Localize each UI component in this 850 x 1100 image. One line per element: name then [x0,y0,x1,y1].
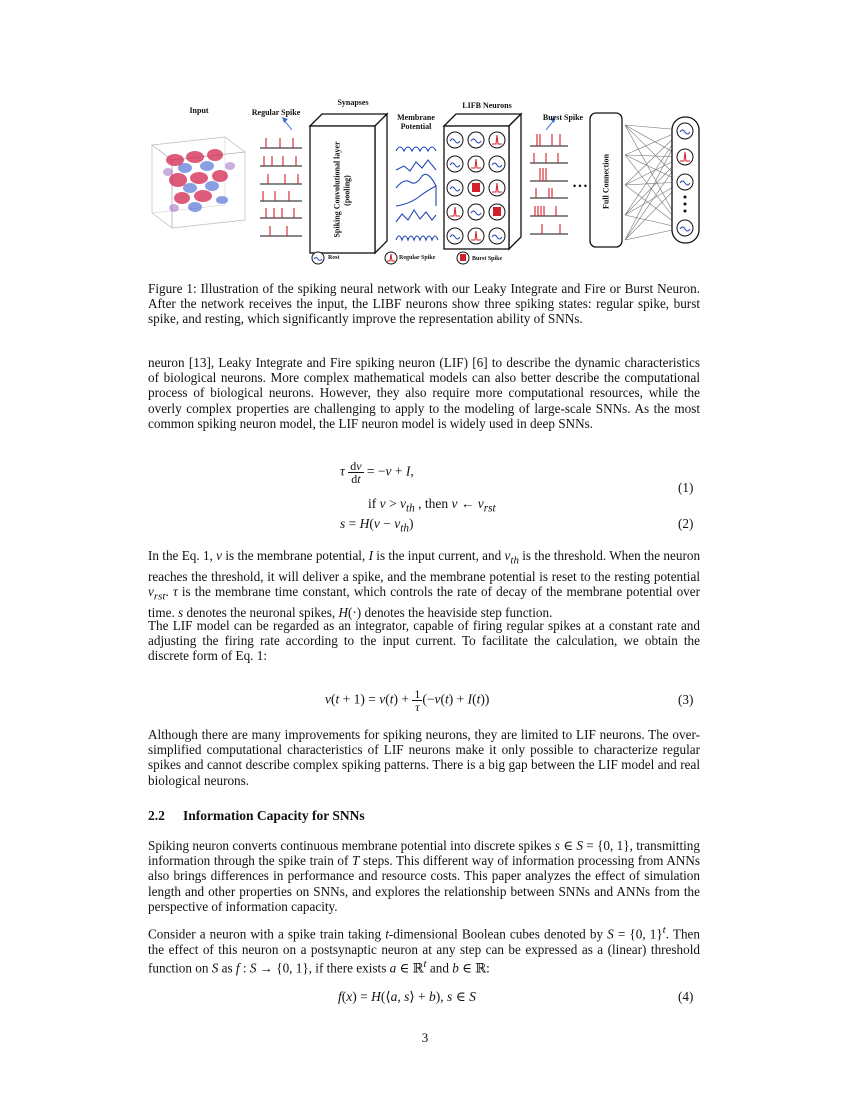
rest-neuron [677,174,693,190]
equation-3: v(t + 1) = v(t) + $\frac{1}{\tau}$ (−v(t) + I(t)) [325,687,490,714]
fraction: $\frac{1}{\tau}$ [414,687,421,714]
regular-spike-label: Regular Spike [251,108,301,117]
text-span: Then the effect of this neuron on a postsynaptic neuron at any step can be expressed as a (linear) threshold function on [148,926,701,976]
spike-train-row [530,134,568,146]
membrane-wave [396,236,438,240]
full-connection-label: Full Connection [601,154,611,209]
input-cube [152,137,245,228]
spike-train-row [530,224,568,234]
membrane-waves [396,147,438,240]
equation-3-number: (3) [678,692,694,707]
figure-1 [0,0,850,275]
figure-drawing [0,0,850,275]
regular-neuron [489,132,505,148]
regular-neuron [677,149,693,165]
burst-spike-trains [530,117,568,234]
membrane-potential-label: Membrane Potential [397,113,435,131]
regular-neuron [468,156,484,172]
spike-train-row [530,206,568,216]
rest-neuron [489,228,505,244]
regular-legend-icon [385,252,397,264]
horizontal-ellipsis: • • • [573,181,587,191]
legend-regular-label: Regular Spike [399,255,436,261]
condition-then: , then [418,496,449,511]
arrow-up-icon [282,117,292,130]
text-span: is the threshold. When the neuron reaches the threshold, it will deliver a spike, and the membrane potential is reset to the resting potential [148,548,701,584]
vertical-ellipsis [684,196,687,213]
lifb-neurons-label: LIFB Neurons [462,101,512,110]
spike-train-row [260,156,302,166]
legend-burst-label: Burst Spike [472,256,503,262]
equation-2-number: (2) [678,516,694,531]
spike-train-row [260,174,302,184]
text-span: transmitting information through the spike train of [148,838,700,869]
regular-spike-trains [260,117,302,236]
input-label: Input [189,106,209,115]
rest-neuron [447,132,463,148]
paragraph-limitations: Although there are many improvements for spiking neurons, they are limited to LIF neurons. The over-simplified computational characteristics of LIF neurons make it only possible to characterize regular spikes and cannot describe complex spiking patterns. There is a big gap between the LIF model and real biological neurons. [148,727,700,788]
rest-neuron [489,156,505,172]
text-span: denotes the heaviside step function. [364,604,553,620]
text-span: steps. This different way of information processing from ANNs also brings differences in performance and resource costs. This paper analyzes the effect of simulation length and other properties on SNNs, and explores the relationship between SNNs and ANNs from the perspective of information capacity. [148,853,701,914]
spike-train-row [530,153,568,163]
rest-neuron [468,204,484,220]
fraction: $\frac{dv}{dt}$ [350,459,362,486]
paragraph-boolean-cubes: Consider a neuron with a spike train taking t-dimensional Boolean cubes denoted by S = {0, 1}$^t$. Then the effect of this neuron on a postsynaptic neuron at any step can be expressed as a (linear) threshold function on S as f : S → {0, 1}, if there exists a ∈ ℝ$^t$ and b ∈ ℝ: [148,924,701,976]
synapses-label: Synapses [337,98,369,107]
text-span: is the membrane time constant, which controls the rate of decay of the membrane potential over time. [148,584,701,620]
rest-neuron [447,180,463,196]
text-span: is the input current, and [376,548,502,563]
rest-neuron [677,220,693,236]
text-span: and [429,960,449,976]
legend-rest-label: Rest [328,255,340,261]
section-heading [148,808,365,824]
spike-train-row [260,138,302,148]
paragraph-integrator: The LIF model can be regarded as an integrator, capable of firing regular spikes at a constant rate and adjusting the firing rate according to the input current. To facilitate the calculation, we obtain the discrete form of Eq. 1: [148,618,700,664]
paragraph-lif-intro: neuron [13], Leaky Integrate and Fire spiking neuron (LIF) [6] to describe the dynamic characteristics of biological neurons. More complex mathematical models can also better describe the computational process of biological neurons. However, they also require more computational resources, while the overly complex properties are challenging to apply to the modeling of large-scale SNNs. As the most common spiking neuron model, the LIF neuron model is widely used in deep SNNs. [148,355,700,431]
text-span: denotes the neuronal spikes, [186,604,336,620]
text-span: -dimensional Boolean cubes denoted by [388,926,604,942]
section-title: Information Capacity for SNNs [183,808,365,823]
rest-neuron [677,123,693,139]
spike-train-row [530,168,568,181]
rest-neuron [447,228,463,244]
figure-caption: Figure 1: Illustration of the spiking neural network with our Leaky Integrate and Fire or Burst Neuron. After the network receives the input, the LIBF neurons show three spiking states: regular spike, burst spike, and resting, which significantly improve the representation ability of SNNs. [148,281,700,327]
text-span: as [221,960,233,976]
burst-spike-label: Burst Spike [542,113,584,122]
text-span: In the Eq. 1, [148,548,213,563]
spike-train-row [260,226,302,236]
membrane-wave [396,160,436,171]
text-span: is the membrane potential, [225,548,366,563]
rest-neuron [468,132,484,148]
text-span: Consider a neuron with a spike train taking [148,926,382,942]
conv-layer-label: Spiking Convolutional layer [332,141,342,238]
rest-neuron [447,156,463,172]
equation-1: τ $\frac{dv}{dt}$ = −v + I, [340,459,414,486]
spike-train-row [260,191,302,201]
membrane-wave [396,210,436,222]
rest-legend-icon [312,252,324,264]
spike-train-row [260,208,302,218]
equation-2: $s = H(v - v_{th})$ [340,516,414,535]
regular-neuron [468,228,484,244]
paragraph-eq-explanation: In the Eq. 1, v is the membrane potential, I is the input current, and $v_{th}$ is the threshold. When the neuron reaches the threshold, it will deliver a spike, and the membrane potential is reset to the resting potential $v_{rst}$. τ is the membrane time constant, which controls the rate of decay of the membrane potential over time. s denotes the neuronal spikes, H(·) denotes the heaviside step function. [148,548,701,620]
text-span: , if there exists [308,960,387,976]
membrane-wave [396,174,436,188]
regular-neuron [447,204,463,220]
spike-train-row [530,188,568,198]
equation-4-number: (4) [678,989,694,1004]
equation-1-number: (1) [678,480,694,495]
text-span: Spiking neuron converts continuous membrane potential into discrete spikes [148,838,552,853]
paragraph-spike-conversion: Spiking neuron converts continuous membrane potential into discrete spikes s ∈ S = {0, 1}, transmitting information through the spike train of T steps. This different way of information processing from ANNs also brings differences in performance and resource costs. This paper analyzes the effect of simulation length and other properties on SNNs, and explores the relationship between SNNs and ANNs from the perspective of information capacity. [148,838,701,914]
equation-1-condition: if $v > v_{th}$ , then v ← $v_{rst}$ [368,496,496,515]
membrane-wave [396,147,436,151]
section-number: 2.2 [148,808,165,823]
page-number: 3 [421,1030,429,1045]
pooling-label: (pooling) [342,175,352,206]
equation-4: f(x) = H(⟨a, s⟩ + b), s ∈ S [338,989,476,1004]
membrane-wave [396,186,436,206]
condition-if: if [368,496,377,511]
regular-neuron [489,180,505,196]
